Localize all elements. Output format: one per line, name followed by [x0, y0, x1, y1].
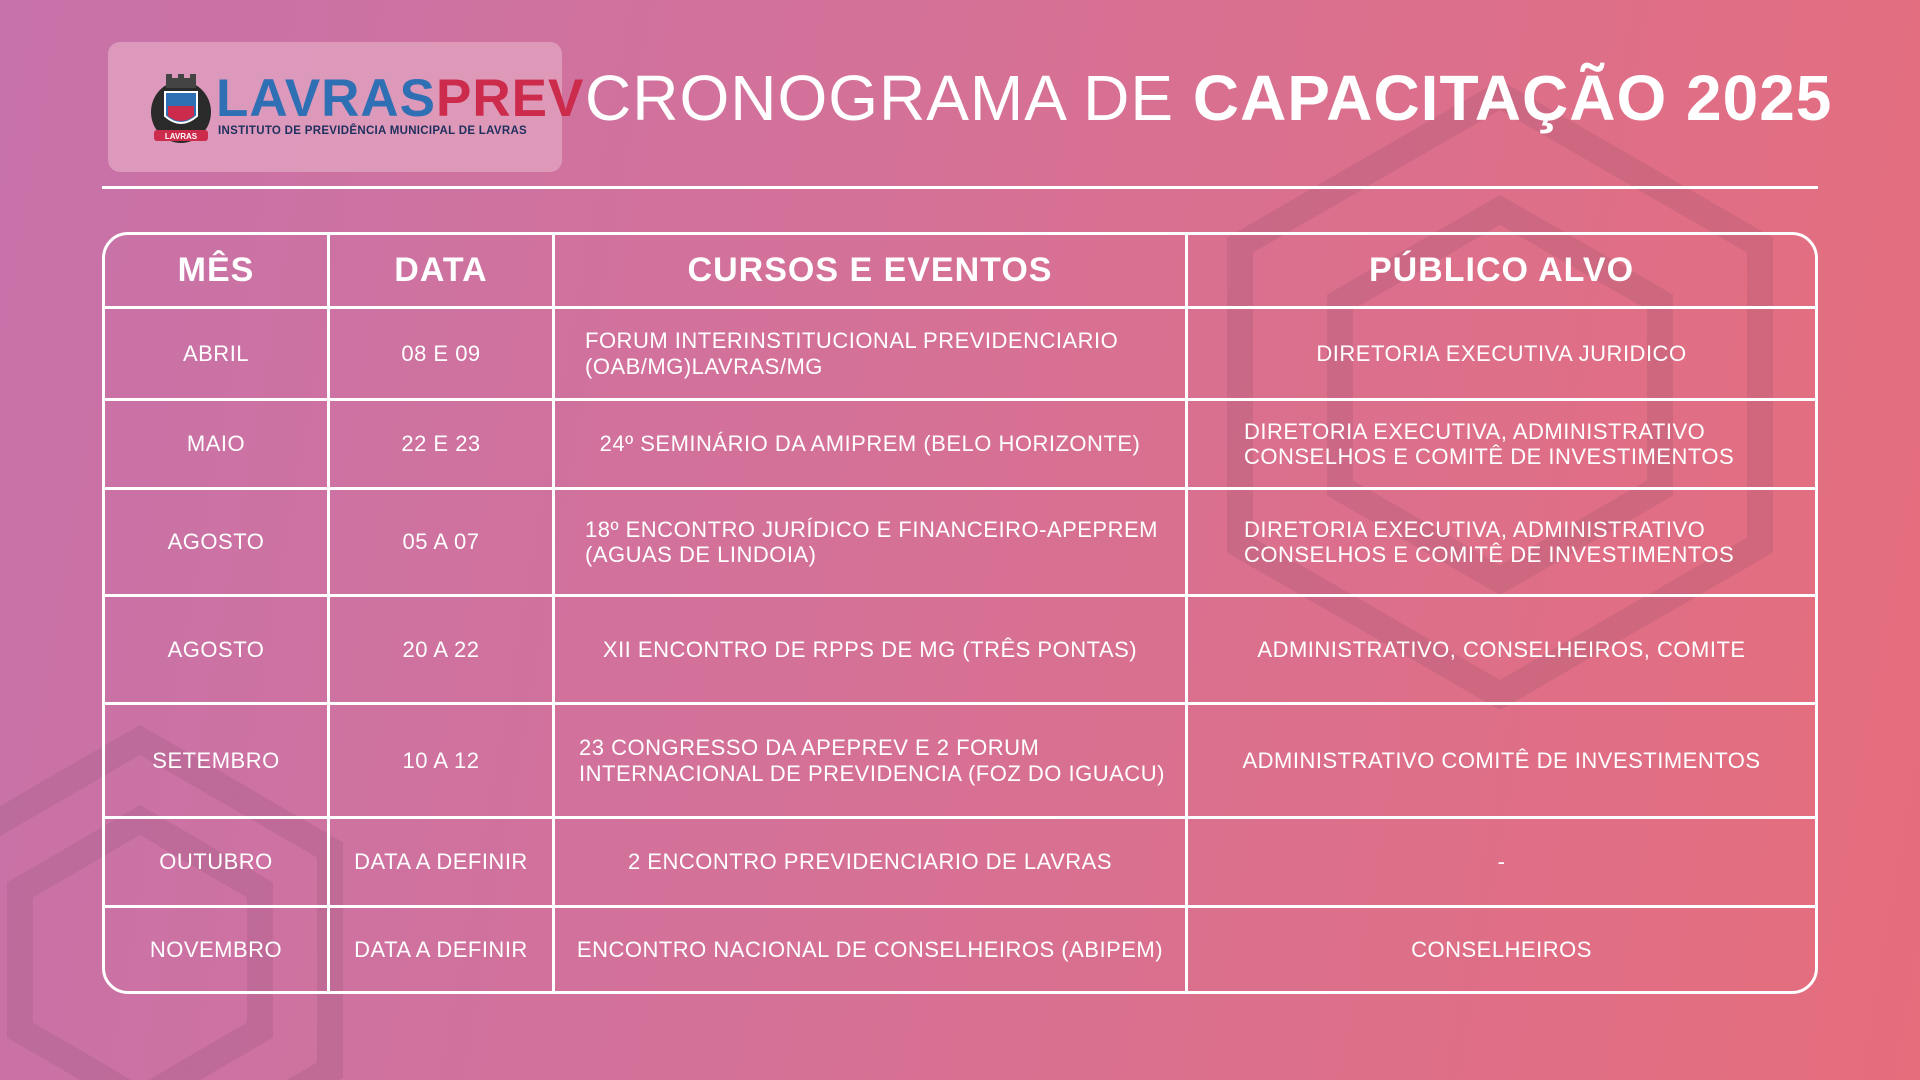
table-row: [105, 490, 1815, 597]
logo-subtitle: INSTITUTO DE PREVIDÊNCIA MUNICIPAL DE LAVRAS: [218, 125, 528, 137]
cell-publico: -: [1497, 849, 1506, 875]
cell-mes: AGOSTO: [105, 490, 330, 594]
cell-publico: DIRETORIA EXECUTIVA JURIDICO: [1316, 340, 1687, 366]
cell-mes: AGOSTO: [105, 597, 330, 702]
cell-evento: XII ENCONTRO DE RPPS DE MG (TRÊS PONTAS): [555, 597, 1188, 702]
logo-wordmark: [216, 69, 585, 128]
title-divider: [102, 186, 1818, 189]
table-row: [105, 819, 1815, 908]
page-title: [585, 62, 1833, 134]
cell-mes: ABRIL: [105, 309, 330, 398]
cell-data: 10 A 12: [330, 705, 555, 816]
table-row: [105, 597, 1815, 705]
schedule-table: [102, 232, 1818, 994]
logo-word-prev: PREV: [435, 69, 585, 128]
cell-evento: 18º ENCONTRO JURÍDICO E FINANCEIRO-APEPREM (AGUAS DE LINDOIA): [555, 490, 1188, 594]
cell-data: DATA A DEFINIR: [330, 908, 555, 991]
cell-evento: 24º SEMINÁRIO DA AMIPREM (BELO HORIZONTE): [555, 401, 1188, 487]
crest-text: LAVRAS: [164, 132, 198, 141]
cell-data: 08 E 09: [330, 309, 555, 398]
cell-data: 22 E 23: [330, 401, 555, 487]
cell-evento: 2 ENCONTRO PREVIDENCIARIO DE LAVRAS: [555, 819, 1188, 905]
header-publico-alvo: PÚBLICO ALVO: [1368, 250, 1635, 289]
title-light: CRONOGRAMA DE: [585, 62, 1193, 134]
cell-data: DATA A DEFINIR: [330, 819, 555, 905]
table-row: [105, 401, 1815, 490]
cell-publico: DIRETORIA EXECUTIVA, ADMINISTRATIVO CONSELHOS E COMITÊ DE INVESTIMENTOS: [1244, 418, 1735, 469]
cell-publico: DIRETORIA EXECUTIVA, ADMINISTRATIVO CONSELHOS E COMITÊ DE INVESTIMENTOS: [1244, 516, 1735, 567]
title-bold: CAPACITAÇÃO 2025: [1192, 62, 1833, 134]
table-row: [105, 908, 1815, 991]
cell-evento: 23 CONGRESSO DA APEPREV E 2 FORUM INTERNACIONAL DE PREVIDENCIA (FOZ DO IGUACU): [555, 705, 1188, 816]
header-data: DATA: [330, 235, 555, 306]
table-header-row: [105, 235, 1815, 309]
cell-mes: MAIO: [105, 401, 330, 487]
logo-word-lavras: LAVRAS: [216, 69, 436, 128]
cell-publico: CONSELHEIROS: [1411, 936, 1592, 962]
cell-mes: OUTUBRO: [105, 819, 330, 905]
cell-data: 05 A 07: [330, 490, 555, 594]
logo-box: [108, 42, 585, 172]
table-row: [105, 309, 1815, 401]
cell-publico: ADMINISTRATIVO, CONSELHEIROS, COMITE: [1257, 636, 1746, 662]
cell-mes: SETEMBRO: [105, 705, 330, 816]
table-row: [105, 705, 1815, 819]
cell-evento: ENCONTRO NACIONAL DE CONSELHEIROS (ABIPEM): [555, 908, 1188, 991]
header-cursos-eventos: CURSOS E EVENTOS: [555, 235, 1188, 306]
cell-evento: FORUM INTERINSTITUCIONAL PREVIDENCIARIO (OAB/MG)LAVRAS/MG: [555, 309, 1188, 398]
cell-mes: NOVEMBRO: [105, 908, 330, 991]
crest-icon: [148, 72, 214, 146]
header-mes: MÊS: [105, 235, 330, 306]
cell-data: 20 A 22: [330, 597, 555, 702]
cell-publico: ADMINISTRATIVO COMITÊ DE INVESTIMENTOS: [1242, 747, 1761, 773]
